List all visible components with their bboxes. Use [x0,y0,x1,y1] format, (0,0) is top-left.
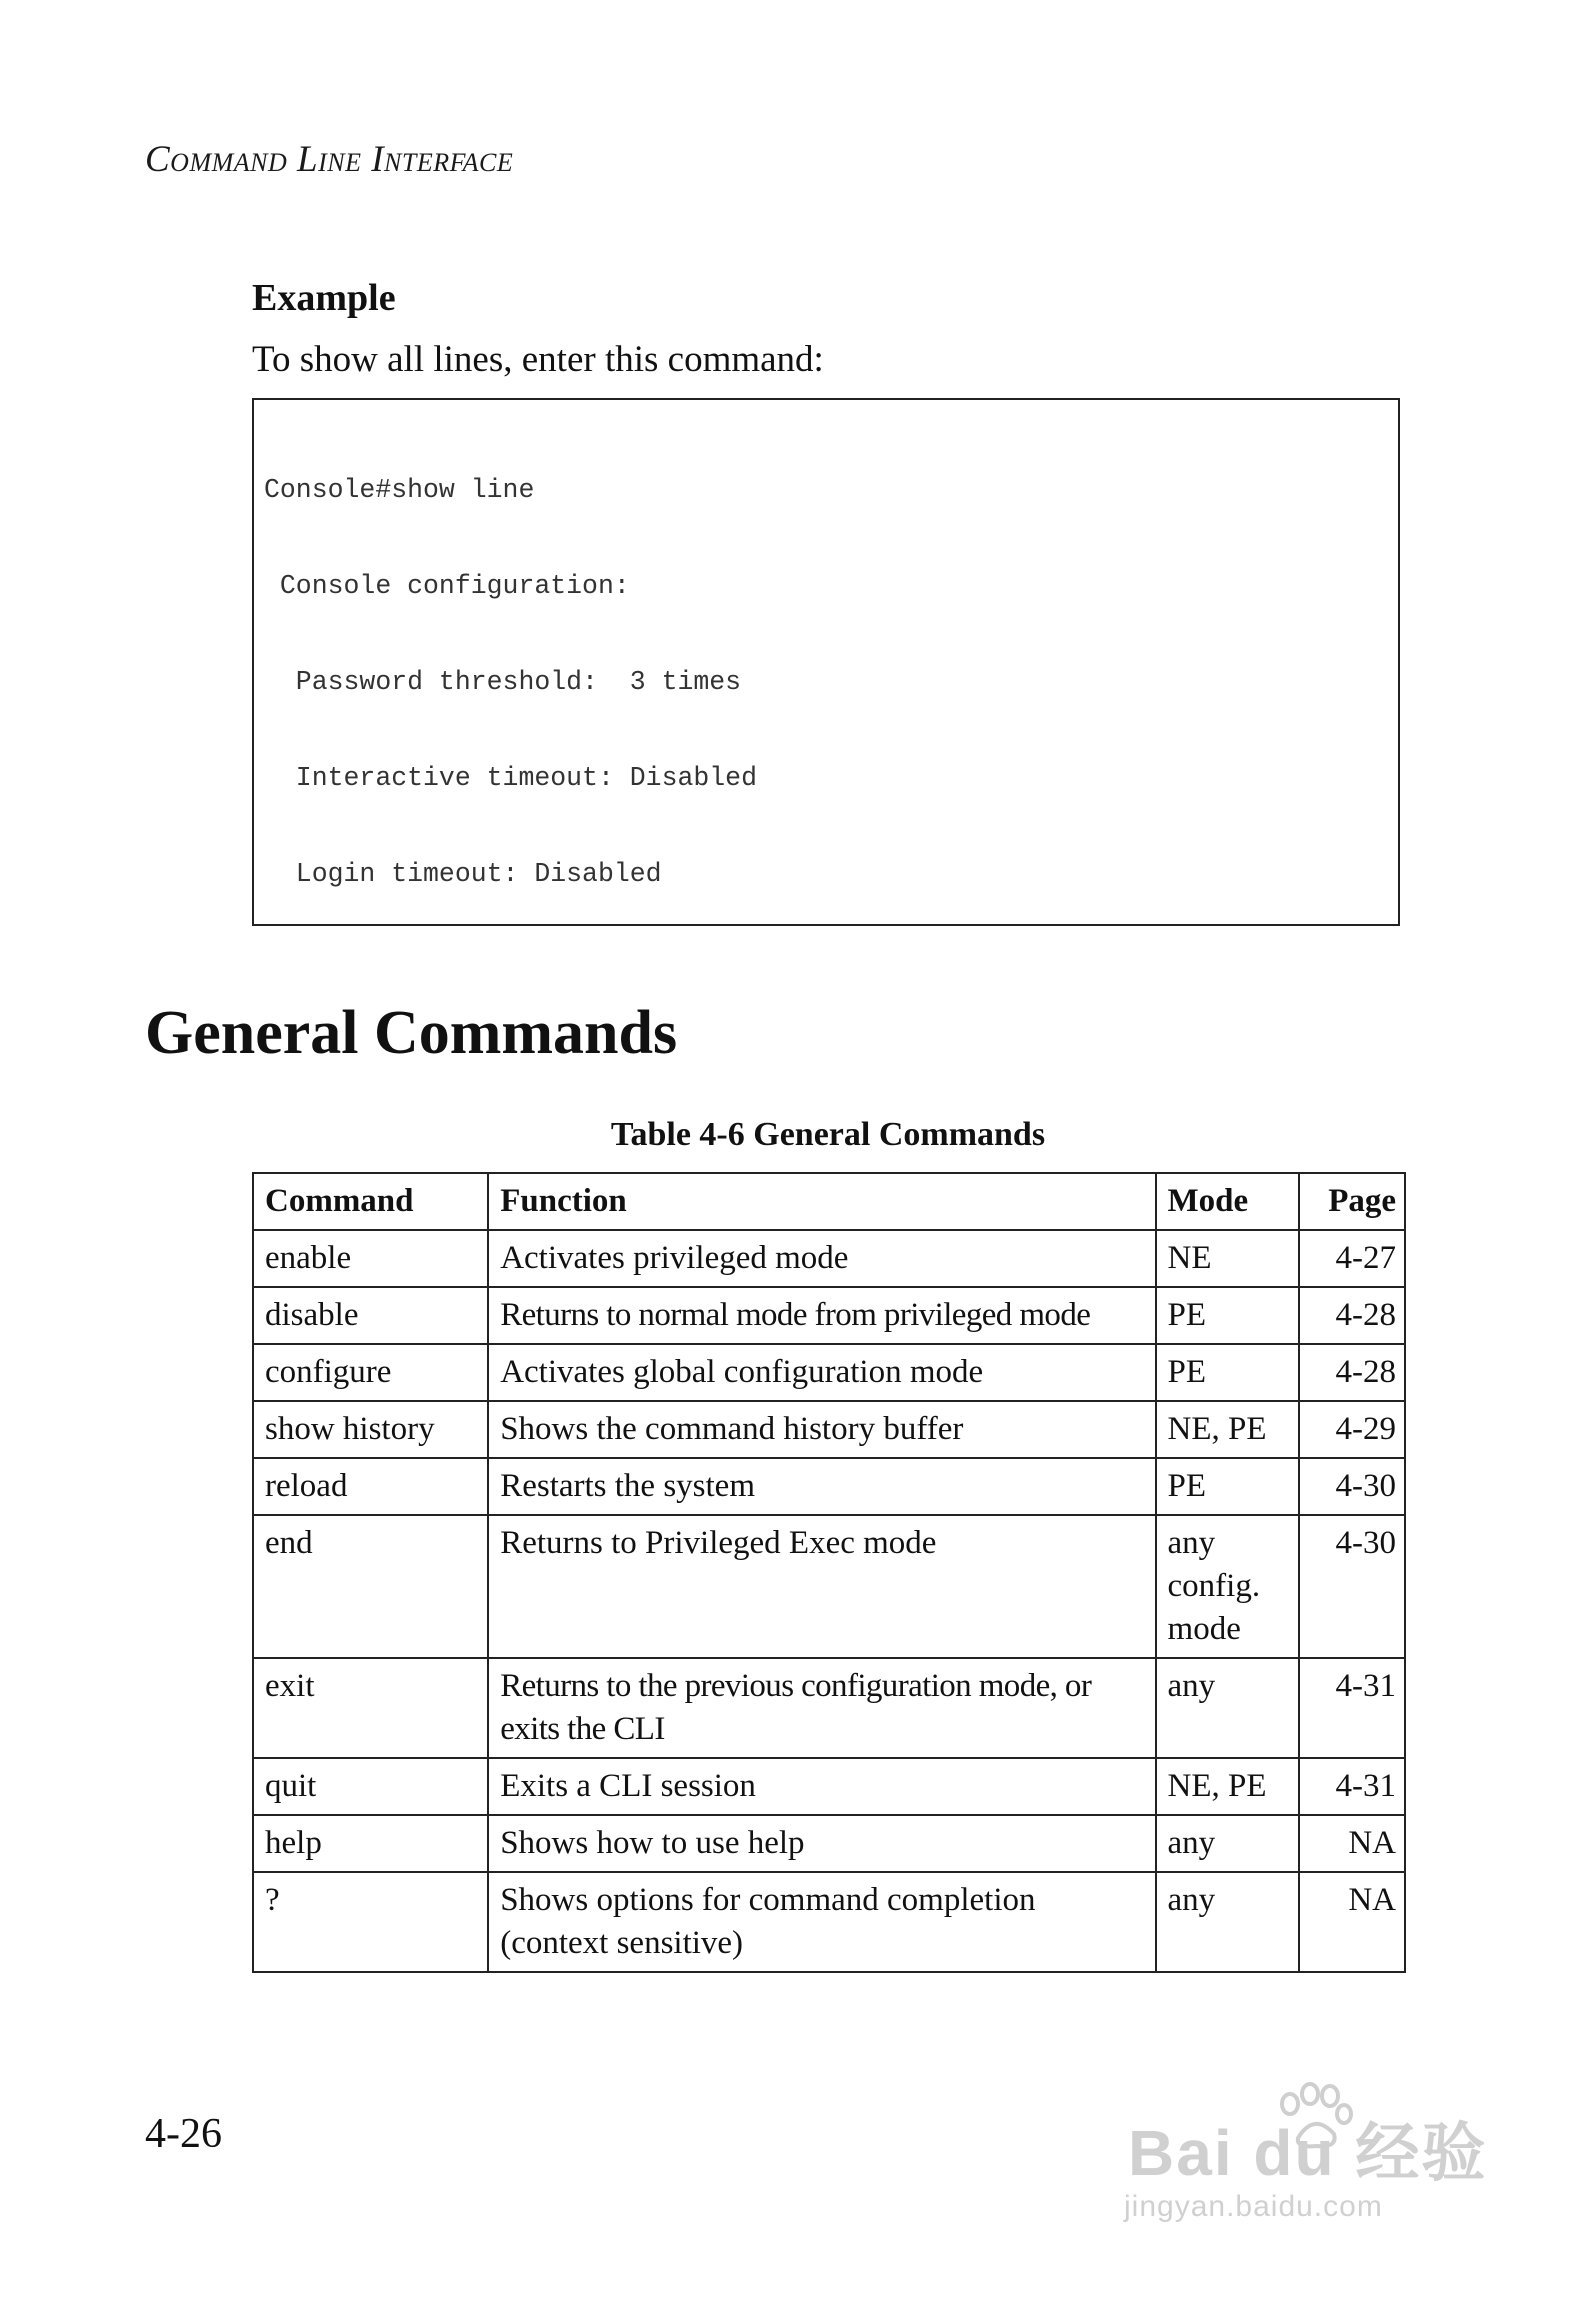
table-header-row [253,1173,1405,1230]
cell-page: 4-28 [1299,1344,1405,1401]
cell-command: exit [253,1658,488,1758]
header-mode: Mode [1156,1173,1300,1230]
cell-page: NA [1299,1815,1405,1872]
table-row [253,1658,1405,1758]
table-caption: Table 4-6 General Commands [610,1116,1046,1153]
table-row [253,1758,1405,1815]
cell-function: Shows the command history buffer [488,1401,1155,1458]
cell-mode: NE [1156,1230,1300,1287]
header-function: Function [488,1173,1155,1230]
cell-function: Activates global configuration mode [488,1344,1155,1401]
code-line: Console configuration: [264,571,630,601]
cell-command: configure [253,1344,488,1401]
cell-page: 4-28 [1299,1287,1405,1344]
cell-function: Shows options for command completion (context sensitive) [488,1872,1155,1972]
section-title: General Commands [145,999,678,1067]
cell-command: reload [253,1458,488,1515]
table-row [253,1515,1405,1658]
cell-mode: any [1156,1872,1300,1972]
example-heading: Example [252,277,396,319]
watermark-url: jingyan.baidu.com [1124,2190,1383,2223]
cell-command: help [253,1815,488,1872]
cell-mode: PE [1156,1458,1300,1515]
code-line: Password threshold: 3 times [264,667,742,697]
cell-command: end [253,1515,488,1658]
cell-page: NA [1299,1872,1405,1972]
cell-mode: PE [1156,1287,1300,1344]
cell-page: 4-30 [1299,1515,1405,1658]
baidu-watermark [1118,2082,1498,2232]
running-header: Command Line Interface [145,139,514,180]
table-row [253,1344,1405,1401]
table-row [253,1872,1405,1972]
table-row [253,1458,1405,1515]
cell-command: enable [253,1230,488,1287]
cell-function: Exits a CLI session [488,1758,1155,1815]
cell-function: Returns to Privileged Exec mode [488,1515,1155,1658]
cell-command: disable [253,1287,488,1344]
cell-mode: PE [1156,1344,1300,1401]
table-row [253,1815,1405,1872]
code-block [252,398,1400,926]
cell-mode: any [1156,1815,1300,1872]
page-number: 4-26 [145,2111,222,2157]
cell-function: Activates privileged mode [488,1230,1155,1287]
cell-mode: NE, PE [1156,1401,1300,1458]
code-line: Console#show line [264,475,535,505]
general-commands-table [252,1172,1406,1973]
cell-page: 4-27 [1299,1230,1405,1287]
cell-mode: any [1156,1658,1300,1758]
cell-page: 4-29 [1299,1401,1405,1458]
cell-page: 4-30 [1299,1458,1405,1515]
table-row [253,1401,1405,1458]
cell-page: 4-31 [1299,1758,1405,1815]
header-page: Page [1299,1173,1405,1230]
code-line: Interactive timeout: Disabled [264,763,757,793]
cell-command: show history [253,1401,488,1458]
table-row [253,1230,1405,1287]
cell-mode: NE, PE [1156,1758,1300,1815]
example-intro: To show all lines, enter this command: [252,339,824,380]
cell-page: 4-31 [1299,1658,1405,1758]
cell-command: quit [253,1758,488,1815]
cell-function: Returns to the previous configuration mode, or exits the CLI [488,1658,1155,1758]
cell-function: Shows how to use help [488,1815,1155,1872]
code-line: Login timeout: Disabled [264,859,662,889]
cell-function: Restarts the system [488,1458,1155,1515]
watermark-brand: Bai du 经验 [1128,2117,1488,2189]
table-row [253,1287,1405,1344]
cell-command: ? [253,1872,488,1972]
cell-mode: any config. mode [1156,1515,1300,1658]
cell-function: Returns to normal mode from privileged mode [488,1287,1155,1344]
header-command: Command [253,1173,488,1230]
